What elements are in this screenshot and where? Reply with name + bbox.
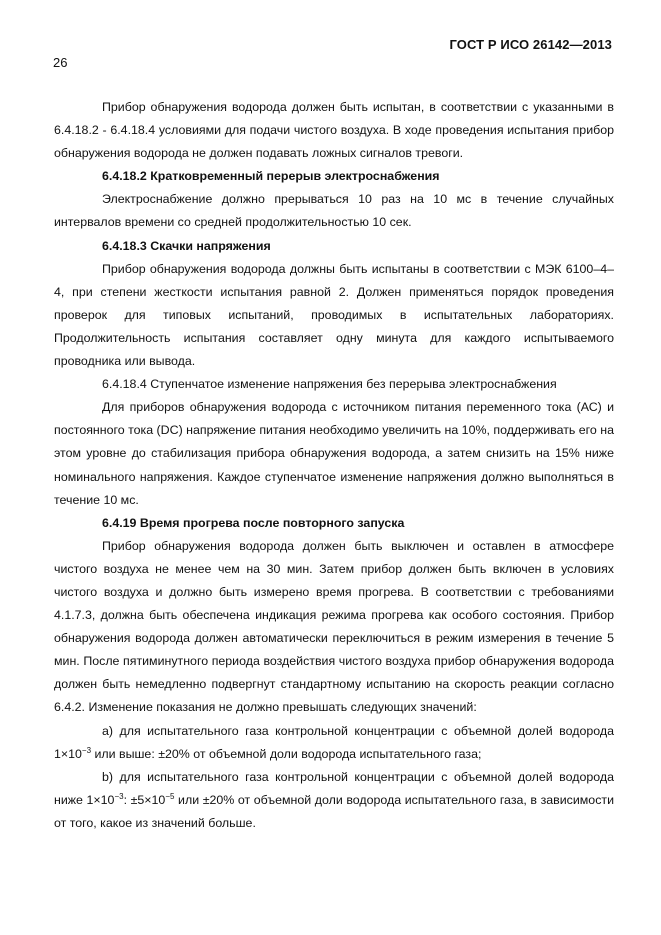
paragraph-power-interruption: Электроснабжение должно прерываться 10 раз на 10 мс в течение случайных интервалов времени со средней продолжительностью 10 сек. xyxy=(54,192,614,230)
list-item-b xyxy=(54,766,614,835)
document-body xyxy=(54,96,614,835)
paragraph-warmup: Прибор обнаружения водорода должен быть выключен и оставлен в атмосфере чистого воздуха не менее чем на 30 мин. Затем прибор должен быть включен в условиях чистого воздуха и должно быть измерено время прогрева. В соответствии с требованиями 4.1.7.3, должна быть обеспечена индикация режима прогрева как особого состояния. Прибор обнаружения водорода должен автоматически переключиться в режим измерения в течение 5 мин. После пятиминутного периода воздействия чистого воздуха прибор обнаружения водорода должен быть немедленно подвергнут стандартному испытанию на скорость реакции согласно 6.4.2. Изменение показания не должно превышать следующих значений: xyxy=(54,538,614,715)
page-number: 26 xyxy=(53,55,68,70)
paragraph-step-voltage: Для приборов обнаружения водорода с источником питания переменного тока (АС) и постоянного тока (DC) напряжение питания необходимо увеличить на 10%, поддерживать его на этом уровне до стабилизация прибора обнаружения водорода, а затем снизить на 15% ниже номинального напряжения. Каждое ступенчатое изменение напряжения должно выполняться в течение 10 мс. xyxy=(54,400,614,507)
standard-designation: ГОСТ Р ИСО 26142—2013 xyxy=(449,37,612,52)
paragraph-voltage-surges: Прибор обнаружения водорода должны быть испытаны в соответствии с МЭК 6100–4–4, при степени жесткости испытания равной 2. Должен применяться порядок проведения проверок для типовых испытаний, проводимых в испытательных лабораториях. Продолжительность испытания составляет одну минута для каждого испытываемого проводника или вывода. xyxy=(54,261,614,369)
item-b-text-1: b) для испытательного газа контрольной концентрации с объемной долей водорода ниже 1×10 xyxy=(54,769,614,807)
item-a-exponent: −3 xyxy=(81,745,92,755)
item-a-text-2: или выше: ±20% от объемной доли водорода испытательного газа; xyxy=(91,746,482,761)
list-item-a xyxy=(54,720,614,766)
section-heading-6-4-18-3: 6.4.18.3 Скачки напряжения xyxy=(102,238,271,253)
paragraph-intro: Прибор обнаружения водорода должен быть испытан, в соответствии с указанными в 6.4.18.2 - 6.4.18.4 условиями для подачи чистого воздуха. В ходе проведения испытания прибор обнаружения водорода не должен подавать ложных сигналов тревоги. xyxy=(54,100,614,161)
item-b-exponent-1: −3 xyxy=(114,791,124,801)
item-a-text-1: а) для испытательного газа контрольной концентрации с объемной долей водорода 1×10 xyxy=(54,723,614,761)
section-heading-6-4-19: 6.4.19 Время прогрева после повторного запуска xyxy=(102,515,405,530)
item-b-text-2: : ±5×10 xyxy=(123,792,166,807)
item-b-exponent-2: −5 xyxy=(165,791,175,801)
item-b-text-3: или ±20% от объемной доли водорода испытательного газа, в зависимости от того, какое из значений больше. xyxy=(54,792,614,830)
section-heading-6-4-18-2: 6.4.18.2 Кратковременный перерыв электроснабжения xyxy=(102,169,440,184)
section-heading-6-4-18-4: 6.4.18.4 Ступенчатое изменение напряжения без перерыва электроснабжения xyxy=(102,377,557,392)
